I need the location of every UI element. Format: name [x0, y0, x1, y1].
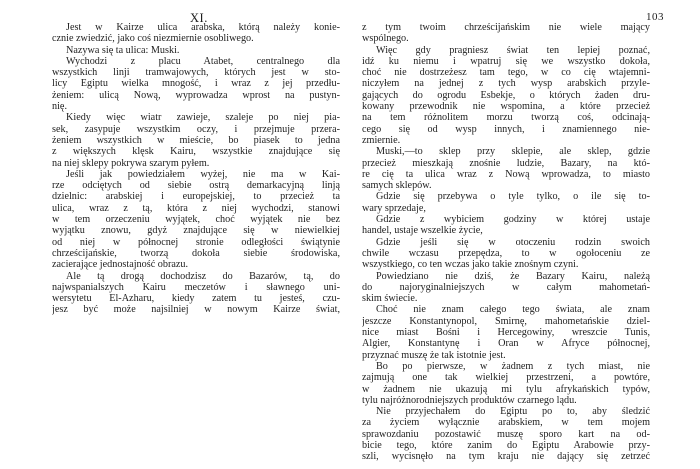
text-line: zmiernie. [362, 134, 401, 146]
text-line: sek, zasypuje wszystkim oczy, i przejmuje przera- [52, 123, 340, 135]
text-line: wersytetu El-Azharu, kiedy zatem tu jesteś, czu- [52, 293, 340, 305]
text-line: Jeśli jak powiedziałem wyżej, nie ma w Kai- [66, 168, 340, 180]
text-line: choć nie dostrzeżesz tam tego, w co cię wtajemni- [362, 67, 650, 79]
text-line: Wychodzi z placu Atabet, centralnego dla [66, 55, 340, 67]
text-line: przecież mieszkają znośnie ludzie, Bazary, na któ- [362, 157, 650, 169]
text-line: Kiedy więc wiatr zawieje, szaleje po niej pia- [66, 112, 340, 124]
text-line: w żadnem nie ukazują mi tylu afrykańskich typów, [362, 383, 650, 395]
text-line: do najoryginalniejszych w całym mahometań- [362, 281, 650, 293]
text-line: wszystkiego, co ten wczas jako takie znośnym czyni. [362, 259, 579, 271]
text-line: przyznać muszę że tak istotnie jest. [362, 349, 506, 361]
text-line: handel, ustaje wszelkie życie, [362, 225, 483, 237]
text-line: Muski,—to sklep przy sklepie, ale sklep, gdzie [376, 146, 650, 158]
text-line: Algier, Konstantynę i Oran w Afryce północnej, [362, 338, 650, 350]
text-line: wary sprzedaje, [362, 202, 426, 214]
text-line: nię. [52, 101, 67, 113]
text-line: żeniem wszystkich w mieście, bo piasek to jedna [52, 134, 340, 146]
text-line: tylu najróżnorodniejszych produktów czarnego lądu. [362, 394, 577, 406]
text-line: samych sklepów. [362, 180, 432, 192]
text-line: gających do ogrodu Esbekje, o których żaden dru- [362, 89, 650, 101]
text-line: sprawozdaniu pozostawić muszę sporo kart na od- [362, 428, 650, 440]
text-line: zajmują one tak wielkiej przestrzeni, a powtóre, [362, 372, 650, 384]
text-line: skim świecie. [362, 293, 418, 305]
text-line: niczyłem na jednej z tych wysp arabskich przyle- [362, 78, 650, 90]
text-line: wyjątku znowu, gdyż znajdujące się w niewielkiej [52, 225, 340, 237]
text-line: z większych klęsk Kairu, wszystkie znajdujące się [52, 146, 340, 158]
text-line: wspólnego. [362, 33, 409, 45]
text-line: na niej sklepy pokrywa szarym pyłem. [52, 157, 210, 169]
chapter-heading: XI. [190, 11, 208, 25]
text-line: ulica, wraz z tą, która z niej wychodzi, stanowi [52, 202, 340, 214]
text-line: Więc gdy pragniesz świat ten lepiej poznać, [376, 44, 650, 56]
text-line: na tem różnolitem morzu tworzą coś, odcinają- [362, 112, 650, 124]
text-line: najwspanialszych Kairu meczetów i sławnego uni- [52, 281, 340, 293]
text-line: cego się od wysp innych, i znamiennego nie- [362, 123, 650, 135]
text-line: rze odciętych od siebie ostrą demarkacyjną linją [52, 180, 340, 192]
left-page [52, 0, 340, 469]
text-line: Jest w Kairze ulica arabska, którą należy konie- [66, 22, 340, 33]
text-line: w tem orzeczeniu wyjątek, choć wyjątek nie bez [52, 214, 340, 226]
right-page [362, 0, 664, 469]
text-line: dzielnic: arabskiej i europejskiej, to przecież ta [52, 191, 340, 203]
text-line: bicie tego, które zanim do Egiptu Arabowie przy- [362, 439, 650, 451]
text-line: cznie zwiedzić, jako coś niezmiernie osobliwego. [52, 33, 254, 45]
text-line: z tym twoim chrześcijańskim nie wiele mający [362, 22, 650, 33]
text-line: zacierające jednostajność obrazu. [52, 259, 189, 271]
left-page-text [52, 22, 340, 316]
text-line: Nazywa się ta ulica: Muski. [66, 44, 180, 56]
text-line: żeniem: ulicą Nową, wyprowadza wprost na pustyn- [52, 89, 340, 101]
text-line: licy Egiptu wielka mnogość, i wraz z jej przedłu- [52, 78, 340, 90]
text-line: kowany przewodnik nie wspomina, a które przecież [362, 101, 650, 113]
text-line: wszystkich linji tramwajowych, których jest w sto- [52, 67, 340, 79]
page-number: 103 [646, 11, 664, 23]
text-line: jesz być może najsilniej w nowym Kairze świat, [52, 304, 340, 316]
right-page-text [362, 22, 650, 463]
text-line: Bo po pierwsze, w żadnem z tych miast, nie [376, 360, 650, 372]
text-line: re cię ta ulica wraz z Nową wprowadza, to miasto [362, 168, 650, 180]
text-line: Nie przyjechałem do Egiptu po to, aby śledzić [376, 406, 650, 418]
text-line: Gdzie z wybiciem godziny w której ustaje [376, 214, 650, 226]
text-line: chrześcijańskie, tworzą dokoła siebie środowiska, [52, 247, 340, 259]
text-line: od niej w północnej stronie odległości świątynie [52, 236, 340, 248]
text-line: idź ku niemu i wpatruj się we wszystko dokoła, [362, 55, 650, 67]
text-line: za życiem wyłącznie arabskiem, w tem mojem [362, 417, 650, 429]
text-line: Choć nie znam całego tego świata, ale znam [376, 304, 650, 316]
text-line: szli, wycisnęło na tym kraju nie dający się zetrzeć [362, 451, 650, 463]
text-line: chwile wczasu przepędza, to w ogołoceniu ze [362, 247, 650, 259]
text-line: nice miast Bośni i Hercegowiny, wreszcie Tunis, [362, 327, 650, 339]
text-line: Gdzie się przebywa o tyle tylko, o ile się to- [376, 191, 650, 203]
text-line: Gdzie jeśli się w otoczeniu rodzin swoich [376, 236, 650, 248]
text-line: Ale tą drogą dochodzisz do Bazarów, tą, do [66, 270, 340, 282]
text-line: jeszcze Konstantynopol, Smirnę, mahometańskie dziel- [362, 315, 650, 327]
text-line: Powiedziano nie dziś, że Bazary Kairu, należą [376, 270, 650, 282]
